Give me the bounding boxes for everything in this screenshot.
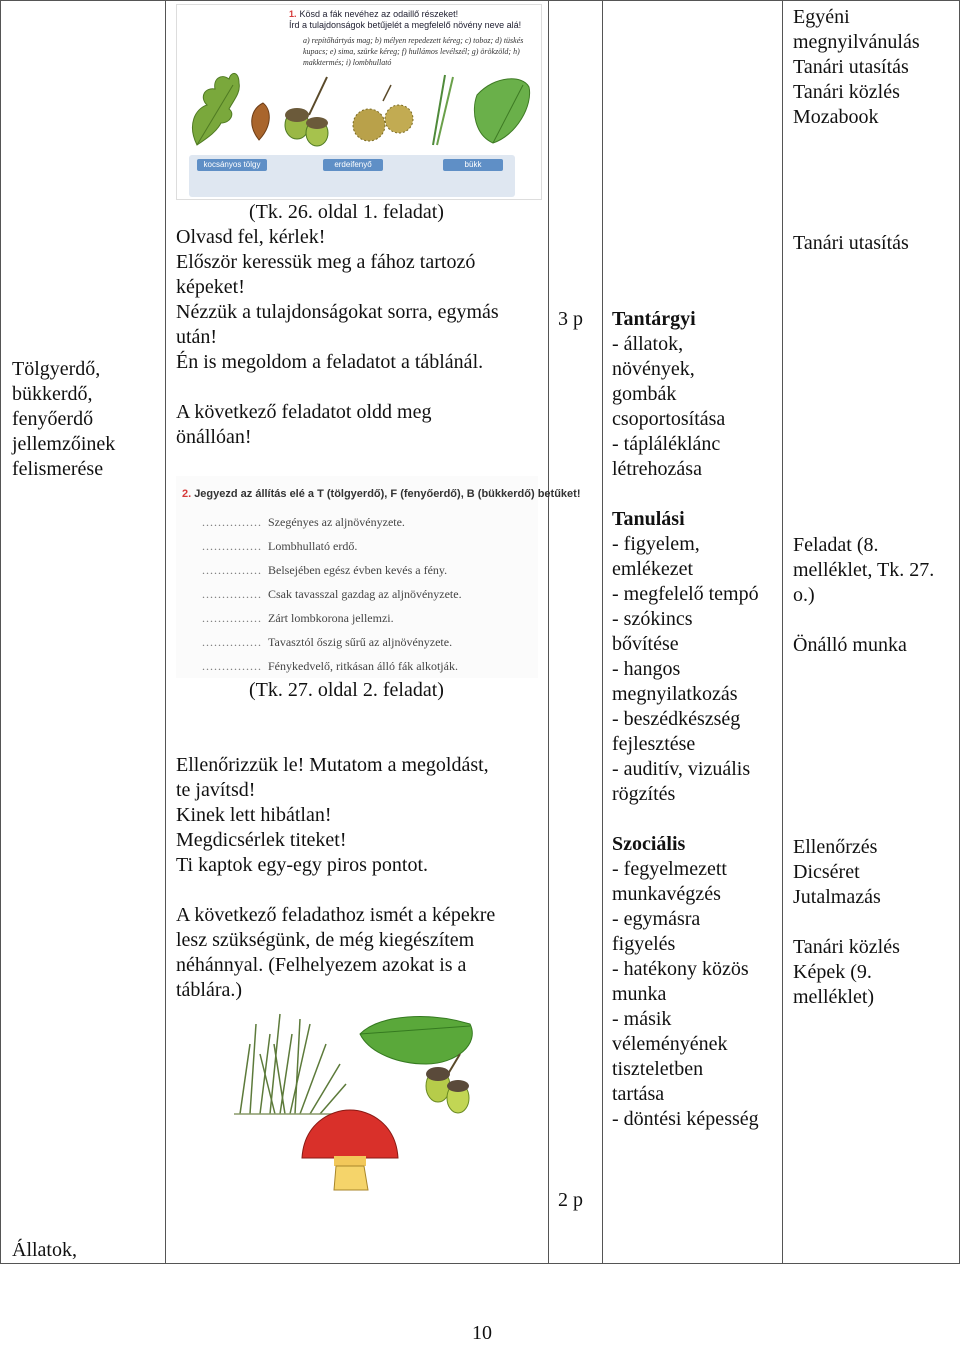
instruction-line: Kösd a fák nevéhez az odaillő részeket! <box>299 9 459 19</box>
method-line: Jutalmazás <box>793 886 881 908</box>
activity-line: (Tk. 27. oldal 2. feladat) <box>249 679 444 701</box>
competence-line: - egymásra <box>612 908 701 930</box>
competence-line: emlékezet <box>612 558 694 580</box>
instruction-line: Írd a tulajdonságok betűjelét a megfelelő növény neve alá! <box>289 20 522 30</box>
activity-line: Megdicsérlek titeket! <box>176 829 347 851</box>
method-line: Ellenőrzés <box>793 836 878 858</box>
activity-line: Olvasd fel, kérlek! <box>176 226 326 248</box>
competence-line: tiszteletben <box>612 1058 704 1080</box>
answer-blank: ............... <box>202 587 262 601</box>
grid-line <box>0 0 1 1263</box>
topic-line: fenyőerdő <box>12 408 94 430</box>
method-block <box>793 231 909 256</box>
answer-blank: ............... <box>202 515 262 529</box>
time-label: 3 p <box>558 308 583 330</box>
competence-line: munka <box>612 983 667 1005</box>
method-line: Tanári utasítás <box>793 232 909 254</box>
statement-text: Tavasztól őszig sűrű az aljnövényzete. <box>268 635 453 649</box>
beech-leaf-icon <box>474 79 529 143</box>
statement-row <box>202 558 447 583</box>
method-line: melléklet, Tk. 27. <box>793 559 935 581</box>
oak-leaf-icon <box>360 1017 472 1064</box>
statement-row <box>202 606 394 631</box>
competence-line: - állatok, <box>612 333 684 355</box>
statement-text: Csak tavasszal gazdag az aljnövényzete. <box>268 587 462 601</box>
textbook-figure-trees <box>176 4 542 200</box>
competence-title: Tanulási <box>612 508 685 530</box>
competence-line: - figyelem, <box>612 533 700 555</box>
topic-line: felismerése <box>12 458 104 480</box>
oak-leaf-icon <box>192 73 239 145</box>
beech-nut-icon <box>252 103 270 140</box>
activity-line: néhánnyal. (Felhelyezem azokat is a <box>176 954 467 976</box>
topic-line: jellemzőinek <box>12 433 116 455</box>
topic-line: Tölgyerdő, <box>12 358 101 380</box>
nature-illustrations <box>230 1004 530 1198</box>
activity-line: (Tk. 26. oldal 1. feladat) <box>249 201 444 223</box>
statement-row <box>202 582 462 607</box>
activity-line: Kinek lett hibátlan! <box>176 804 332 826</box>
competence-line: - fegyelmezett <box>612 858 727 880</box>
method-line: megnyilvánulás <box>793 31 920 53</box>
competence-line: figyelés <box>612 933 676 955</box>
page-number: 10 <box>472 1322 492 1344</box>
grid-line <box>0 1263 960 1264</box>
competence-line: csoportosítása <box>612 408 726 430</box>
competence-line: - másik <box>612 1008 672 1030</box>
answer-blank: ............... <box>202 635 262 649</box>
spiky-cupule-icon <box>353 85 413 141</box>
topic-line: bükkerdő, <box>12 383 93 405</box>
method-line: o.) <box>793 584 815 606</box>
statement-text: Belsejében egész évben kevés a fény. <box>268 563 448 577</box>
competence-line: - döntési képesség <box>612 1108 759 1130</box>
figure-options: a) repítőhártyás mag; b) mélyen repedezett kéreg; c) toboz; d) tüskés kupacs; e) sima, szürke kéreg; f) hullámos levélszél; g) örökzöld; h) makktermés; i) lombhullató <box>303 36 524 67</box>
grid-line <box>782 0 783 1263</box>
competence-line: véleményének <box>612 1033 728 1055</box>
exercise-number: 1. <box>289 9 297 19</box>
competence-line: tartása <box>612 1083 665 1105</box>
competence-line: - beszédkészség <box>612 708 741 730</box>
mushroom-icon <box>302 1110 398 1190</box>
competence-title: Szociális <box>612 833 686 855</box>
activity-line: Ti kaptok egy-egy piros pontot. <box>176 854 429 876</box>
method-block <box>793 5 920 130</box>
statement-text: Zárt lombkorona jellemzi. <box>268 611 394 625</box>
activity-line: lesz szükségünk, de még kiegészítem <box>176 929 475 951</box>
activity-line: képeket! <box>176 276 245 298</box>
figure-title-text: Jegyezd az állítás elé a T (tölgyerdő), F (fenyőerdő), B (bükkerdő) betűket! <box>194 488 581 500</box>
statement-row <box>202 534 357 559</box>
tree-label: bükk <box>443 159 503 171</box>
grid-line <box>602 0 603 1263</box>
method-line: Tanári közlés <box>793 81 900 103</box>
activity-line: után! <box>176 326 218 348</box>
activity-line: Nézzük a tulajdonságokat sorra, egymás <box>176 301 499 323</box>
answer-blank: ............... <box>202 563 262 577</box>
competence-line: létrehozása <box>612 458 702 480</box>
activity-line: önállóan! <box>176 426 252 448</box>
method-block <box>793 835 900 1010</box>
activity-line: táblára.) <box>176 979 243 1001</box>
statement-row <box>202 630 452 655</box>
competence-block <box>612 307 759 1132</box>
pine-needle-icon <box>433 75 453 145</box>
answer-blank: ............... <box>202 539 262 553</box>
tree-label: erdeifenyő <box>323 159 383 171</box>
plant-illustrations <box>177 5 541 155</box>
answer-blank: ............... <box>202 611 262 625</box>
grid-line <box>0 0 960 1</box>
textbook-figure-forests <box>176 476 581 678</box>
competence-line: - szókincs <box>612 608 693 630</box>
method-line: Tanári utasítás <box>793 56 909 78</box>
method-line: Képek (9. <box>793 961 872 983</box>
tree-label: kocsányos tölgy <box>197 159 267 171</box>
grid-line <box>165 0 166 1263</box>
acorn-icon <box>285 77 328 146</box>
competence-line: - hangos <box>612 658 681 680</box>
method-line: Tanári közlés <box>793 936 900 958</box>
answer-blank: ............... <box>202 659 262 673</box>
competence-line: munkavégzés <box>612 883 721 905</box>
activity-block <box>176 200 499 450</box>
competence-line: - hatékony közös <box>612 958 749 980</box>
grid-line <box>548 0 549 1263</box>
figure-title <box>182 482 580 507</box>
method-line: Egyéni <box>793 6 850 28</box>
competence-line: bővítése <box>612 633 679 655</box>
activity-line: A következő feladathoz ismét a képekre <box>176 904 496 926</box>
competence-line: növények, <box>612 358 695 380</box>
method-line: Mozabook <box>793 106 879 128</box>
competence-line: fejlesztése <box>612 733 696 755</box>
competence-title: Tantárgyi <box>612 308 696 330</box>
statement-text: Lombhullató erdő. <box>268 539 358 553</box>
competence-line: - auditív, vizuális <box>612 758 751 780</box>
statement-text: Fénykedvelő, ritkásan álló fák alkotják. <box>268 659 458 673</box>
competence-line: - megfelelő tempó <box>612 583 759 605</box>
exercise-number: 2. <box>182 488 192 500</box>
statement-row <box>202 510 405 535</box>
activity-line: Először keressük meg a fához tartozó <box>176 251 476 273</box>
method-block <box>793 533 934 658</box>
grass-icon <box>234 1014 350 1114</box>
competence-line: rögzítés <box>612 783 676 805</box>
activity-block <box>176 678 495 1003</box>
activity-line: Ellenőrizzük le! Mutatom a megoldást, <box>176 754 489 776</box>
method-line: Önálló munka <box>793 634 907 656</box>
activity-line: A következő feladatot oldd meg <box>176 401 432 423</box>
method-line: Feladat (8. <box>793 534 879 556</box>
competence-line: gombák <box>612 383 677 405</box>
activity-line: Én is megoldom a feladatot a táblánál. <box>176 351 484 373</box>
competence-line: - tápláléklánc <box>612 433 721 455</box>
statement-text: Szegényes az aljnövényzete. <box>268 515 405 529</box>
time-label: 2 p <box>558 1189 583 1211</box>
topic-next: Állatok, <box>12 1239 77 1261</box>
method-line: Dicséret <box>793 861 860 883</box>
statement-row <box>202 654 458 679</box>
method-line: melléklet) <box>793 986 875 1008</box>
activity-line: te javítsd! <box>176 779 256 801</box>
competence-line: megnyilatkozás <box>612 683 738 705</box>
topic-cell <box>12 357 115 482</box>
